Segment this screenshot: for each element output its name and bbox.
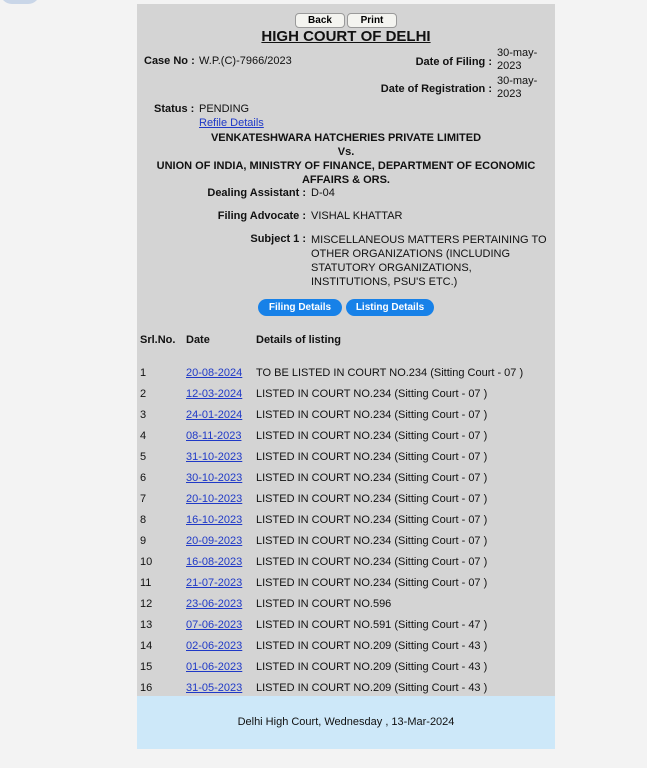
table-row — [137, 472, 555, 493]
row-details: LISTED IN COURT NO.591 (Sitting Court - 47 ) — [256, 619, 488, 631]
tab-filing-details[interactable]: Filing Details — [258, 299, 342, 316]
table-row — [137, 514, 555, 535]
filing-advocate-label: Filing Advocate : — [217, 210, 306, 222]
subject-label: Subject 1 : — [250, 233, 306, 245]
toolbar — [137, 13, 555, 28]
row-details: LISTED IN COURT NO.234 (Sitting Court - 07 ) — [256, 535, 488, 547]
refile-details-link[interactable]: Refile Details — [199, 117, 264, 129]
status-label: Status : — [154, 103, 195, 115]
back-button[interactable]: Back — [295, 13, 345, 28]
table-row — [137, 535, 555, 556]
row-date-link[interactable]: 30-10-2023 — [186, 472, 243, 484]
row-details: LISTED IN COURT NO.234 (Sitting Court - 07 ) — [256, 409, 488, 421]
details-column-header: Details of listing — [256, 334, 341, 346]
row-date-link[interactable]: 20-10-2023 — [186, 493, 243, 505]
row-details: LISTED IN COURT NO.234 (Sitting Court - 07 ) — [256, 451, 488, 463]
table-row — [137, 430, 555, 451]
row-details: LISTED IN COURT NO.234 (Sitting Court - 07 ) — [256, 493, 488, 505]
srl-column-header: Srl.No. — [140, 334, 176, 346]
row-srl: 6 — [140, 472, 147, 484]
table-row — [137, 451, 555, 472]
page-footer: Delhi High Court, Wednesday , 13-Mar-2024 — [137, 696, 555, 749]
filing-date-line2: 2023 — [497, 60, 522, 72]
row-date-link[interactable]: 24-01-2024 — [186, 409, 243, 421]
table-row — [137, 640, 555, 661]
table-row — [137, 409, 555, 430]
row-date-link[interactable]: 07-06-2023 — [186, 619, 243, 631]
row-srl: 7 — [140, 493, 147, 505]
row-date-link[interactable]: 23-06-2023 — [186, 598, 243, 610]
row-date-link[interactable]: 20-08-2024 — [186, 367, 243, 379]
row-srl: 9 — [140, 535, 147, 547]
row-date-link[interactable]: 16-10-2023 — [186, 514, 243, 526]
respondent-line1: UNION OF INDIA, MINISTRY OF FINANCE, DEPARTMENT OF ECONOMIC — [156, 160, 536, 172]
status-value: PENDING — [199, 103, 250, 115]
print-button[interactable]: Print — [347, 13, 397, 28]
row-date-link[interactable]: 12-03-2024 — [186, 388, 243, 400]
dealing-assistant-value: D-04 — [311, 187, 335, 199]
filing-date-label: Date of Filing : — [415, 56, 492, 68]
table-row — [137, 577, 555, 598]
case-no-label: Case No : — [144, 55, 195, 67]
row-details: LISTED IN COURT NO.234 (Sitting Court - 07 ) — [256, 556, 488, 568]
table-row — [137, 661, 555, 682]
row-srl: 11 — [140, 577, 152, 589]
filing-advocate-value: VISHAL KHATTAR — [311, 210, 403, 222]
respondent-line2: AFFAIRS & ORS. — [301, 174, 390, 186]
case-no-value: W.P.(C)-7966/2023 — [199, 55, 292, 67]
registration-date-line2: 2023 — [497, 88, 522, 100]
registration-date-line1: 30-may- — [497, 75, 538, 87]
row-date-link[interactable]: 21-07-2023 — [186, 577, 243, 589]
row-srl: 12 — [140, 598, 153, 610]
dealing-assistant-label: Dealing Assistant : — [207, 187, 306, 199]
registration-date-label: Date of Registration : — [380, 83, 492, 95]
row-srl: 16 — [140, 682, 153, 694]
subject-line: OTHER ORGANIZATIONS (INCLUDING — [311, 248, 511, 260]
versus-label: Vs. — [337, 146, 355, 158]
row-date-link[interactable]: 01-06-2023 — [186, 661, 243, 673]
row-srl: 3 — [140, 409, 147, 421]
row-date-link[interactable]: 08-11-2023 — [186, 430, 242, 442]
row-srl: 1 — [140, 367, 147, 379]
row-srl: 13 — [140, 619, 153, 631]
row-srl: 15 — [140, 661, 153, 673]
row-date-link[interactable]: 16-08-2023 — [186, 556, 243, 568]
table-row — [137, 367, 555, 388]
row-details: LISTED IN COURT NO.596 — [256, 598, 392, 610]
row-details: TO BE LISTED IN COURT NO.234 (Sitting Court - 07 ) — [256, 367, 524, 379]
row-srl: 2 — [140, 388, 147, 400]
corner-decoration — [0, 0, 40, 4]
subject-value — [311, 233, 547, 289]
row-details: LISTED IN COURT NO.209 (Sitting Court - 43 ) — [256, 661, 488, 673]
table-row — [137, 598, 555, 619]
row-date-link[interactable]: 02-06-2023 — [186, 640, 243, 652]
filing-date-line1: 30-may- — [497, 47, 538, 59]
registration-date-value — [497, 75, 537, 101]
row-details: LISTED IN COURT NO.234 (Sitting Court - 07 ) — [256, 577, 488, 589]
row-date-link[interactable]: 20-09-2023 — [186, 535, 243, 547]
row-srl: 8 — [140, 514, 147, 526]
table-row — [137, 388, 555, 409]
row-details: LISTED IN COURT NO.209 (Sitting Court - 43 ) — [256, 640, 488, 652]
tab-listing-details[interactable]: Listing Details — [346, 299, 434, 316]
subject-line: INSTITUTIONS, PSU'S ETC.) — [311, 276, 458, 288]
case-status-panel — [137, 4, 555, 749]
row-date-link[interactable]: 31-10-2023 — [186, 451, 243, 463]
row-srl: 5 — [140, 451, 147, 463]
subject-line: MISCELLANEOUS MATTERS PERTAINING TO — [311, 234, 547, 246]
row-details: LISTED IN COURT NO.234 (Sitting Court - 07 ) — [256, 514, 488, 526]
row-srl: 10 — [140, 556, 153, 568]
row-details: LISTED IN COURT NO.209 (Sitting Court - 43 ) — [256, 682, 488, 694]
subject-line: STATUTORY ORGANIZATIONS, — [311, 262, 472, 274]
petitioner-name: VENKATESHWARA HATCHERIES PRIVATE LIMITED — [210, 132, 482, 144]
row-date-link[interactable]: 31-05-2023 — [186, 682, 243, 694]
filing-date-value — [497, 47, 537, 73]
table-row — [137, 556, 555, 577]
date-column-header: Date — [186, 334, 210, 346]
row-details: LISTED IN COURT NO.234 (Sitting Court - 07 ) — [256, 430, 488, 442]
row-srl: 4 — [140, 430, 147, 442]
row-details: LISTED IN COURT NO.234 (Sitting Court - 07 ) — [256, 472, 488, 484]
row-details: LISTED IN COURT NO.234 (Sitting Court - 07 ) — [256, 388, 488, 400]
table-row — [137, 619, 555, 640]
page-title: HIGH COURT OF DELHI — [261, 28, 431, 45]
row-srl: 14 — [140, 640, 153, 652]
table-row — [137, 493, 555, 514]
